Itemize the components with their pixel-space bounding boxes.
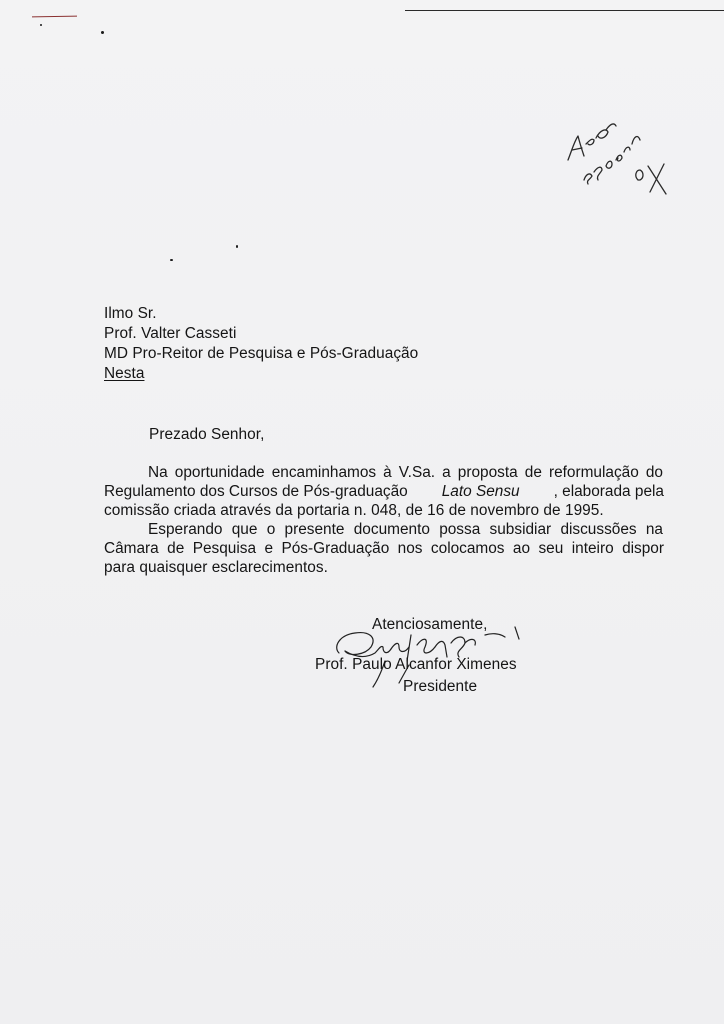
recipient-salutation: Ilmo Sr.: [104, 305, 157, 322]
body-text-italic: Lato Sensu: [441, 483, 520, 500]
scan-edge-mark: [32, 16, 77, 18]
body-paragraph-2-line-1: Esperando que o presente documento possa subsidiar discussões na: [148, 521, 663, 538]
body-paragraph-1-line-2: [104, 482, 664, 501]
signer-role: Presidente: [403, 678, 478, 695]
scan-speck: [40, 24, 42, 26]
recipient-title: MD Pro-Reitor de Pesquisa e Pós-Graduação: [104, 345, 419, 362]
scan-speck: [101, 31, 104, 34]
recipient-name: Prof. Valter Casseti: [104, 325, 237, 342]
body-text: Regulamento dos Cursos de Pós-graduação: [104, 483, 408, 500]
valediction: Atenciosamente,: [372, 616, 488, 633]
body-paragraph-1-line-3: comissão criada através da portaria n. 048, de 16 de novembro de 1995.: [104, 502, 604, 519]
greeting: Prezado Senhor,: [149, 426, 265, 443]
body-text: , elaborada pela: [553, 483, 664, 500]
scan-speck: [236, 245, 238, 248]
signer-name: Prof. Paulo Alcanfor Ximenes: [315, 656, 517, 673]
scan-speck: [170, 259, 173, 261]
handwritten-annotation: [548, 100, 688, 200]
recipient-location: Nesta: [104, 365, 145, 382]
body-paragraph-1-line-1: Na oportunidade encaminhamos à V.Sa. a proposta de reformulação do: [148, 464, 663, 481]
scan-edge-line: [405, 10, 724, 11]
body-paragraph-2-line-3: para quaisquer esclarecimentos.: [104, 559, 328, 576]
body-paragraph-2-line-2: Câmara de Pesquisa e Pós-Graduação nos colocamos ao seu inteiro dispor: [104, 540, 664, 557]
